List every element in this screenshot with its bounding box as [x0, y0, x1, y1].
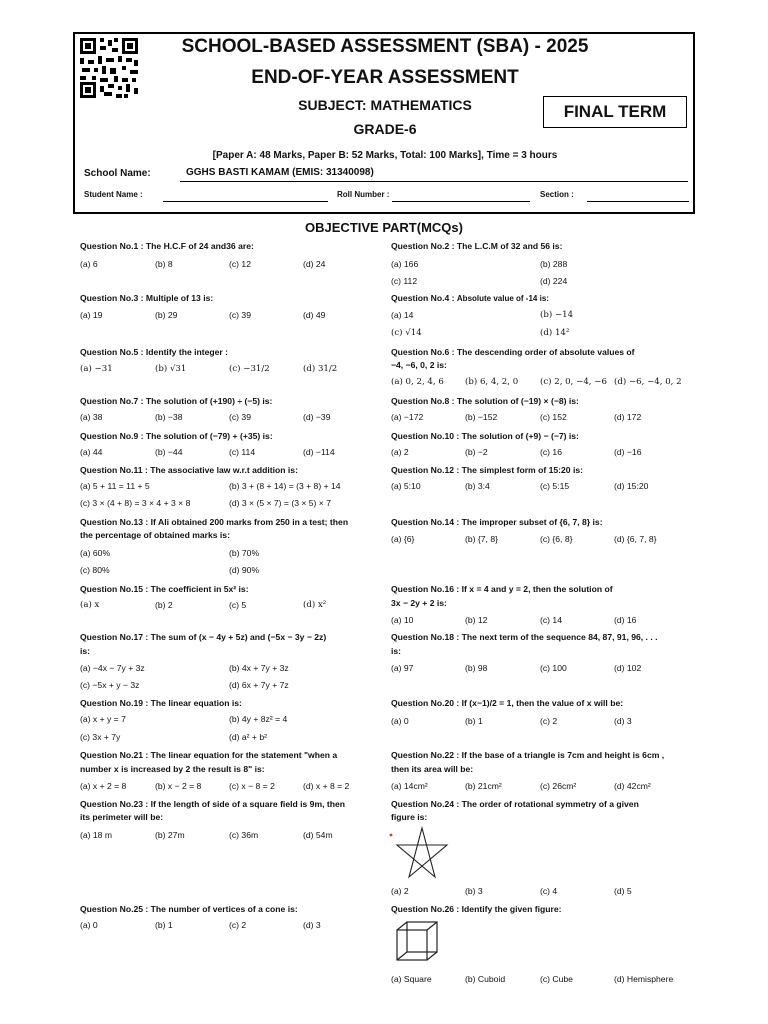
question-label: Question No.18 :: [391, 632, 460, 642]
qr-code-icon: [78, 36, 140, 100]
option[interactable]: (d) 5: [614, 886, 632, 896]
option[interactable]: (d) 3: [303, 920, 321, 930]
option[interactable]: (b) 21cm²: [465, 781, 502, 791]
option[interactable]: (c) x − 8 = 2: [229, 781, 275, 791]
option[interactable]: (d) −114: [303, 447, 335, 457]
option[interactable]: (d) 172: [614, 412, 642, 422]
option[interactable]: (b) −152: [465, 412, 498, 422]
school-name-label: School Name:: [84, 168, 151, 179]
option[interactable]: (b) 4y + 8z² = 4: [229, 714, 288, 724]
question-label: Question No.4 :: [391, 293, 455, 303]
question-text-cont: is:: [80, 646, 91, 656]
question-text-cont: its perimeter will be:: [80, 812, 164, 822]
option[interactable]: (b) 4x + 7y + 3z: [229, 663, 289, 673]
question: [391, 631, 658, 644]
question: [80, 240, 254, 253]
question: [80, 516, 348, 529]
option[interactable]: (d) 24: [303, 259, 326, 269]
question-text: The descending order of absolute values of: [456, 347, 635, 357]
question: [391, 395, 579, 408]
option[interactable]: (d) {6, 7, 8}: [614, 534, 657, 544]
question-label: Question No.3 :: [80, 293, 144, 303]
option[interactable]: (b) 3: [465, 886, 483, 896]
question: [391, 292, 549, 305]
option[interactable]: (d) 31/2: [303, 364, 338, 374]
option[interactable]: (c) 2: [540, 716, 558, 726]
question-label: Question No.16 :: [391, 584, 460, 594]
question-text-cont: then its area will be:: [391, 764, 474, 774]
option[interactable]: (c) 4: [540, 886, 558, 896]
question-label: Question No.23 :: [80, 799, 149, 809]
subject-label: SUBJECT: MATHEMATICS: [298, 97, 472, 113]
option[interactable]: (b) 27m: [155, 830, 185, 840]
grade-label: GRADE-6: [353, 121, 417, 137]
option[interactable]: (a) 0: [80, 920, 98, 930]
question: [391, 583, 613, 596]
question: [391, 346, 635, 359]
exam-title: SCHOOL-BASED ASSESSMENT (SBA) - 2025: [181, 36, 589, 57]
final-term-badge: FINAL TERM: [543, 96, 687, 128]
question: [80, 346, 228, 359]
question: [391, 798, 639, 811]
option[interactable]: (b) 8: [155, 259, 173, 269]
option[interactable]: (b) −44: [155, 447, 183, 457]
option[interactable]: (c) 36m: [229, 830, 259, 840]
option[interactable]: (d) 90%: [229, 565, 260, 575]
question: [391, 903, 561, 916]
option[interactable]: (a) 0, 2, 4, 6: [391, 377, 444, 387]
option[interactable]: (d) 224: [540, 276, 568, 286]
question: [391, 749, 664, 762]
question-label: Question No.1 :: [80, 241, 144, 251]
question-text-cont: −4, −6, 0, 2 is:: [391, 360, 447, 370]
option[interactable]: (d) 14²: [540, 328, 570, 338]
question-text: If the base of a triangle is 7cm and height is 6cm ,: [461, 750, 665, 760]
question-label: Question No.5 :: [80, 347, 144, 357]
option[interactable]: (a) {6}: [391, 534, 415, 544]
question: [391, 516, 603, 529]
option[interactable]: (c) {6, 8}: [540, 534, 573, 544]
question: [80, 631, 326, 644]
question: [391, 464, 583, 477]
question-text: The linear equation for the statement "when a: [150, 750, 338, 760]
question-text: The H.C.F of 24 and36 are:: [145, 241, 254, 251]
question-text: The associative law w.r.t addition is:: [150, 465, 298, 475]
option[interactable]: (a) x: [80, 600, 100, 610]
question-text: The linear equation is:: [150, 698, 242, 708]
option[interactable]: (b) {7, 8}: [465, 534, 498, 544]
section-label: Section :: [540, 190, 574, 199]
option[interactable]: (a) 97: [391, 663, 414, 673]
option[interactable]: (c) 114: [229, 447, 256, 457]
question-text-cont: figure is:: [391, 812, 428, 822]
option[interactable]: (c) 16: [540, 447, 562, 457]
option[interactable]: (a) 2: [391, 447, 409, 457]
option[interactable]: (d) 102: [614, 663, 642, 673]
star-figure-icon: [389, 825, 455, 881]
student-name-label: Student Name :: [84, 190, 143, 199]
option[interactable]: (a) 14cm²: [391, 781, 428, 791]
option[interactable]: (a) 44: [80, 447, 103, 457]
option[interactable]: (a) 38: [80, 412, 103, 422]
question-text: The next term of the sequence 84, 87, 91, 96, . . .: [461, 632, 658, 642]
question-text-cont: number x is increased by 2 the result is 8" is:: [80, 764, 265, 774]
option[interactable]: (d) x²: [303, 600, 327, 610]
question-label: Question No.15 :: [80, 584, 149, 594]
option[interactable]: (a) 10: [391, 615, 414, 625]
option[interactable]: (b) 29: [155, 310, 178, 320]
question-text: Identify the given figure:: [461, 904, 562, 914]
option[interactable]: (a) 60%: [80, 548, 111, 558]
question-text: The improper subset of {6, 7, 8} is:: [461, 517, 603, 527]
question: [80, 749, 337, 762]
option[interactable]: (a) x + 2 = 8: [80, 781, 127, 791]
option[interactable]: (c) 2: [229, 920, 247, 930]
question-text: The number of vertices of a cone is:: [150, 904, 298, 914]
question-label: Question No.14 :: [391, 517, 460, 527]
option[interactable]: (c) 14: [540, 615, 562, 625]
question-label: Question No.26 :: [391, 904, 460, 914]
option[interactable]: (a) x + y = 7: [80, 714, 126, 724]
question-label: Question No.12 :: [391, 465, 460, 475]
option[interactable]: (a) −4x − 7y + 3z: [80, 663, 145, 673]
option[interactable]: (d) −16: [614, 447, 642, 457]
question: [391, 430, 579, 443]
option[interactable]: (d) −39: [303, 412, 331, 422]
option[interactable]: (b) 12: [465, 615, 488, 625]
question-text: If Ali obtained 200 marks from 250 in a test; then: [150, 517, 349, 527]
option[interactable]: (a) −172: [391, 412, 424, 422]
option[interactable]: (a) −31: [80, 364, 113, 374]
option[interactable]: (a) 14: [391, 310, 414, 320]
question-text: If (x−1)/2 = 1, then the value of x will be:: [461, 698, 624, 708]
option[interactable]: (b) 1: [465, 716, 483, 726]
question-label: Question No.24 :: [391, 799, 460, 809]
question-text: Multiple of 13 is:: [145, 293, 214, 303]
question-text: The solution of (−79) + (+35) is:: [145, 431, 273, 441]
option[interactable]: (b) Cuboid: [465, 974, 506, 984]
question: [80, 903, 298, 916]
option[interactable]: (c) √14: [391, 328, 422, 338]
option[interactable]: (c) 3x + 7y: [80, 732, 121, 742]
question-label: Question No.8 :: [391, 396, 455, 406]
question-label: Question No.6 :: [391, 347, 455, 357]
question: [391, 697, 623, 710]
option[interactable]: (c) 2, 0, −4, −6: [540, 377, 607, 387]
question: [80, 583, 249, 596]
roll-number-field[interactable]: [392, 201, 530, 202]
option[interactable]: (d) 54m: [303, 830, 333, 840]
question-label: Question No.13 :: [80, 517, 149, 527]
option[interactable]: (b) x − 2 = 8: [155, 781, 202, 791]
question: [80, 464, 298, 477]
question-text: The solution of (+9) − (−7) is:: [461, 431, 579, 441]
section-field[interactable]: [587, 201, 689, 202]
question-label: Question No.19 :: [80, 698, 149, 708]
option[interactable]: (d) 49: [303, 310, 326, 320]
section-title: OBJECTIVE PART(MCQs): [305, 220, 463, 235]
option[interactable]: (c) 39: [229, 310, 251, 320]
option[interactable]: (b) −2: [465, 447, 488, 457]
option[interactable]: (b) 1: [155, 920, 173, 930]
option[interactable]: (a) 0: [391, 716, 409, 726]
option[interactable]: (d) 42cm²: [614, 781, 651, 791]
question-text: The coefficient in 5x² is:: [150, 584, 249, 594]
question-label: Question No.10 :: [391, 431, 460, 441]
option[interactable]: (b) −14: [540, 310, 574, 320]
question-label: Question No.21 :: [80, 750, 149, 760]
question-text: The solution of (+190) ÷ (−5) is:: [145, 396, 273, 406]
option[interactable]: (c) 152: [540, 412, 567, 422]
option[interactable]: (c) 12: [229, 259, 251, 269]
option[interactable]: (d) 16: [614, 615, 637, 625]
paper-info: [Paper A: 48 Marks, Paper B: 52 Marks, Total: 100 Marks], Time = 3 hours: [212, 150, 558, 161]
option[interactable]: (c) −31/2: [229, 364, 270, 374]
question-text-cont: 3x − 2y + 2 is:: [391, 598, 447, 608]
question-text: Identify the integer :: [145, 347, 229, 357]
question-label: Question No.9 :: [80, 431, 144, 441]
option[interactable]: (c) Cube: [540, 974, 573, 984]
option[interactable]: (b) −38: [155, 412, 183, 422]
question-label: Question No.7 :: [80, 396, 144, 406]
question-text: If x = 4 and y = 2, then the solution of: [461, 584, 613, 594]
option[interactable]: (d) x + 8 = 2: [303, 781, 350, 791]
option[interactable]: (d) Hemisphere: [614, 974, 674, 984]
option[interactable]: (a) 5:10: [391, 481, 421, 491]
school-name-value: GGHS BASTI KAMAM (EMIS: 31340098): [186, 167, 374, 178]
option[interactable]: (d) a² + b²: [229, 732, 267, 742]
exam-subtitle: END-OF-YEAR ASSESSMENT: [251, 67, 519, 88]
option[interactable]: (b) 70%: [229, 548, 260, 558]
option[interactable]: (c) 39: [229, 412, 251, 422]
roll-number-label: Roll Number :: [337, 190, 390, 199]
option[interactable]: (b) 2: [155, 600, 173, 610]
question: [80, 292, 213, 305]
question-label: Question No.22 :: [391, 750, 460, 760]
option[interactable]: (b) 6, 4, 2, 0: [465, 377, 519, 387]
option[interactable]: (c) 3 × (4 + 8) = 3 × 4 + 3 × 8: [80, 498, 191, 508]
question: [80, 430, 273, 443]
option[interactable]: (a) 6: [80, 259, 98, 269]
question-label: Question No.20 :: [391, 698, 460, 708]
option[interactable]: (a) 19: [80, 310, 103, 320]
question-label: Question No.2 :: [391, 241, 455, 251]
option[interactable]: (c) 80%: [80, 565, 110, 575]
option[interactable]: (a) 2: [391, 886, 409, 896]
question-text-cont: the percentage of obtained marks is:: [80, 530, 230, 540]
option[interactable]: (c) 5:15: [540, 481, 570, 491]
option[interactable]: (c) 26cm²: [540, 781, 577, 791]
option[interactable]: (d) 6x + 7y + 7z: [229, 680, 289, 690]
question-text-cont: is:: [391, 646, 402, 656]
question: [80, 697, 242, 710]
student-name-field[interactable]: [163, 201, 328, 202]
option[interactable]: (d) 15:20: [614, 481, 649, 491]
option[interactable]: (d) −6, −4, 0, 2: [614, 377, 682, 387]
option[interactable]: (c) 5: [229, 600, 247, 610]
question-label: Question No.17 :: [80, 632, 149, 642]
question-label: Question No.11 :: [80, 465, 148, 475]
option[interactable]: (b) 3 + (8 + 14) = (3 + 8) + 14: [229, 481, 341, 491]
option[interactable]: (c) 100: [540, 663, 567, 673]
option[interactable]: (b) 3:4: [465, 481, 490, 491]
option[interactable]: (a) 5 + 11 = 11 + 5: [80, 481, 150, 491]
question: [391, 240, 562, 253]
question: [80, 395, 272, 408]
option[interactable]: (a) 166: [391, 259, 419, 269]
question-text: The order of rotational symmetry of a given: [461, 799, 639, 809]
option[interactable]: (c) −5x + y − 3z: [80, 680, 140, 690]
option[interactable]: (a) Square: [391, 974, 432, 984]
option[interactable]: (d) 3 × (5 × 7) = (3 × 5) × 7: [229, 498, 331, 508]
question-label: Question No.25 :: [80, 904, 149, 914]
question-text: The solution of (−19) × (−8) is:: [456, 396, 579, 406]
option[interactable]: (b) 98: [465, 663, 488, 673]
question-text: If the length of side of a square field is 9m, then: [150, 799, 346, 809]
option[interactable]: (d) 3: [614, 716, 632, 726]
school-name-line: [180, 181, 688, 182]
option[interactable]: (b) 288: [540, 259, 568, 269]
question-text: The sum of (x − 4y + 5z) and (−5x − 3y − 2z): [150, 632, 327, 642]
cube-figure-icon: [393, 918, 443, 968]
question-text: The L.C.M of 32 and 56 is:: [456, 241, 563, 251]
question-text: Absolute value of -14 is:: [456, 294, 549, 303]
question: [80, 798, 345, 811]
option[interactable]: (a) 18 m: [80, 830, 112, 840]
question-text: The simplest form of 15:20 is:: [461, 465, 583, 475]
option[interactable]: (c) 112: [391, 276, 418, 286]
option[interactable]: (b) √31: [155, 364, 187, 374]
